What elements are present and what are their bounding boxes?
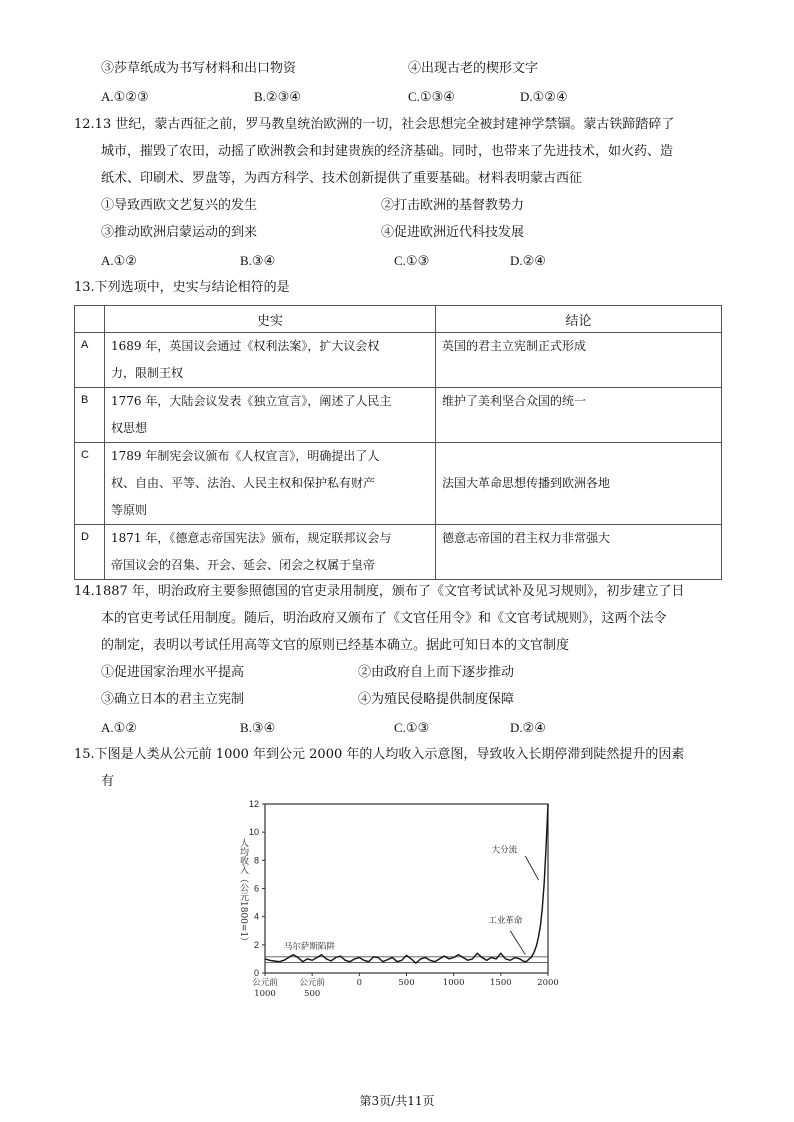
x-tick-label: 2000 xyxy=(537,978,559,988)
y-tick-label: 2 xyxy=(253,939,259,950)
q13-row-conclusion: 法国大革命思想传播到欧洲各地 xyxy=(436,443,722,525)
q13-row-conclusion: 德意志帝国的君主权力非常强大 xyxy=(436,525,722,580)
q14-choice-b: B.③④ xyxy=(240,720,276,735)
y-tick-label: 4 xyxy=(253,911,259,922)
q12-option-2: ②打击欧洲的基督教势力 xyxy=(381,198,525,213)
annotation-great-divergence: 大分流 xyxy=(491,845,518,856)
page-footer: 第3页/共11页 xyxy=(359,1094,435,1108)
q12-stem-line-1: 12.13 世纪，蒙古西征之前，罗马教皇统治欧洲的一切，社会思想完全被封建神学禁锢。蒙古铁蹄踏碎了 xyxy=(74,117,675,132)
q12-option-4: ④促进欧洲近代科技发展 xyxy=(381,225,525,240)
q14-choice-c: C.①③ xyxy=(394,720,430,735)
q15-stem-line-2: 有 xyxy=(101,774,115,789)
annotation-malthusian-trap: 马尔萨斯陷阱 xyxy=(283,942,335,953)
q13-fact-line: 权思想 xyxy=(111,421,148,435)
table-row xyxy=(75,388,722,443)
q13-table xyxy=(74,305,722,580)
q13-row-label: B xyxy=(75,388,105,443)
table-row xyxy=(75,443,722,525)
income-chart xyxy=(232,798,562,1006)
q14-option-1: ①促进国家治理水平提高 xyxy=(101,665,245,680)
q13-row-fact xyxy=(105,388,436,443)
q13-fact-line: 帝国议会的召集、开会、延会、闭会之权属于皇帝 xyxy=(111,558,376,572)
x-tick-label: 500 xyxy=(398,978,415,988)
q13-row-fact xyxy=(105,525,436,580)
q14-stem-line-2: 本的官吏考试任用制度。随后，明治政府又颁布了《文官任用令》和《文官考试规则》，这两个法令 xyxy=(101,611,667,626)
q13-header-row xyxy=(75,306,722,333)
q13-fact-line: 1689 年，英国议会通过《权利法案》，扩大议会权 xyxy=(111,339,380,353)
x-tick-label: 1000 xyxy=(442,978,465,988)
q13-row-fact xyxy=(105,443,436,525)
q11-option-3: ③莎草纸成为书写材料和出口物资 xyxy=(101,61,297,76)
y-tick-label: 0 xyxy=(253,968,259,978)
q13-fact-line: 等原则 xyxy=(111,503,148,517)
q13-row-conclusion: 维护了美利坚合众国的统一 xyxy=(436,388,722,443)
y-tick-label: 10 xyxy=(248,827,259,838)
x-tick-label: 500 xyxy=(304,989,321,999)
table-row xyxy=(75,333,722,388)
q13-fact-line: 力，限制王权 xyxy=(111,366,184,380)
q12-option-3: ③推动欧洲启蒙运动的到来 xyxy=(101,225,258,240)
q13-fact-line: 1871 年，《德意志帝国宪法》颁布，规定联邦议会与 xyxy=(111,531,392,545)
q13-row-label: A xyxy=(75,333,105,388)
q14-stem-line-1: 14.1887 年，明治政府主要参照德国的官吏录用制度，颁布了《文官考试试补及见习规则》，初步建立了日 xyxy=(74,584,685,599)
q12-choice-a: A.①② xyxy=(101,253,137,268)
y-axis-label: 人均收入（公元1800=1） xyxy=(238,838,248,947)
x-tick-label: 1500 xyxy=(490,978,512,988)
q12-stem-line-2: 城市，摧毁了农田，动摇了欧洲教会和封建贵族的经济基础。同时，也带来了先进技术，如火药、造 xyxy=(101,144,674,159)
arrow-industrial-revolution xyxy=(510,931,525,955)
q13-stem: 13.下列选项中，史实与结论相符的是 xyxy=(74,280,290,295)
annotation-industrial-revolution: 工业革命 xyxy=(488,916,523,927)
q14-option-4: ④为殖民侵略提供制度保障 xyxy=(358,692,515,707)
q13-row-fact xyxy=(105,333,436,388)
q11-choice-d: D.①②④ xyxy=(520,89,568,104)
q13-fact-line: 1776 年，大陆会议发表《独立宣言》，阐述了人民主 xyxy=(111,394,392,408)
x-tick-label: 公元前 xyxy=(252,978,278,988)
income-series-line xyxy=(265,804,548,963)
x-tick-label: 公元前 xyxy=(299,978,325,988)
q13-header-label xyxy=(75,306,105,333)
y-tick-label: 6 xyxy=(253,883,259,894)
q12-choice-d: D.②④ xyxy=(510,253,546,268)
q14-stem-line-3: 的制定，表明以考试任用高等文官的原则已经基本确立。据此可知日本的文官制度 xyxy=(101,638,570,653)
x-tick-label: 1000 xyxy=(254,989,276,999)
q11-choice-c: C.①③④ xyxy=(408,89,455,104)
q13-fact-line: 1789 年制宪会议颁布《人权宣言》，明确提出了人 xyxy=(111,449,380,463)
q13-header-fact: 史实 xyxy=(105,306,436,333)
x-tick-label: 0 xyxy=(356,978,363,988)
q13-fact-line: 权、自由、平等、法治、人民主权和保护私有财产 xyxy=(111,476,376,490)
q12-option-1: ①导致西欧文艺复兴的发生 xyxy=(101,198,258,213)
arrow-great-divergence xyxy=(525,856,538,880)
q12-choice-b: B.③④ xyxy=(240,253,276,268)
q12-choice-c: C.①③ xyxy=(394,253,430,268)
q11-choice-b: B.②③④ xyxy=(254,89,301,104)
q11-option-4: ④出现古老的楔形文字 xyxy=(408,61,539,76)
q13-row-conclusion: 英国的君主立宪制正式形成 xyxy=(436,333,722,388)
q13-row-label: C xyxy=(75,443,105,525)
q14-option-2: ②由政府自上而下逐步推动 xyxy=(358,665,515,680)
q14-option-3: ③确立日本的君主立宪制 xyxy=(101,692,245,707)
y-tick-label: 8 xyxy=(253,855,259,866)
q13-row-label: D xyxy=(75,525,105,580)
q11-choice-a: A.①②③ xyxy=(101,89,149,104)
q15-stem-line-1: 15.下图是人类从公元前 1000 年到公元 2000 年的人均收入示意图，导致收入长期停滞到陡然提升的因素 xyxy=(74,747,685,762)
q14-choice-a: A.①② xyxy=(101,720,137,735)
q14-choice-d: D.②④ xyxy=(510,720,546,735)
table-row xyxy=(75,525,722,580)
y-tick-label: 12 xyxy=(248,799,259,809)
q13-header-conclusion: 结论 xyxy=(436,306,722,333)
q12-stem-line-3: 纸术、印刷术、罗盘等，为西方科学、技术创新提供了重要基础。材料表明蒙古西征 xyxy=(101,171,583,186)
